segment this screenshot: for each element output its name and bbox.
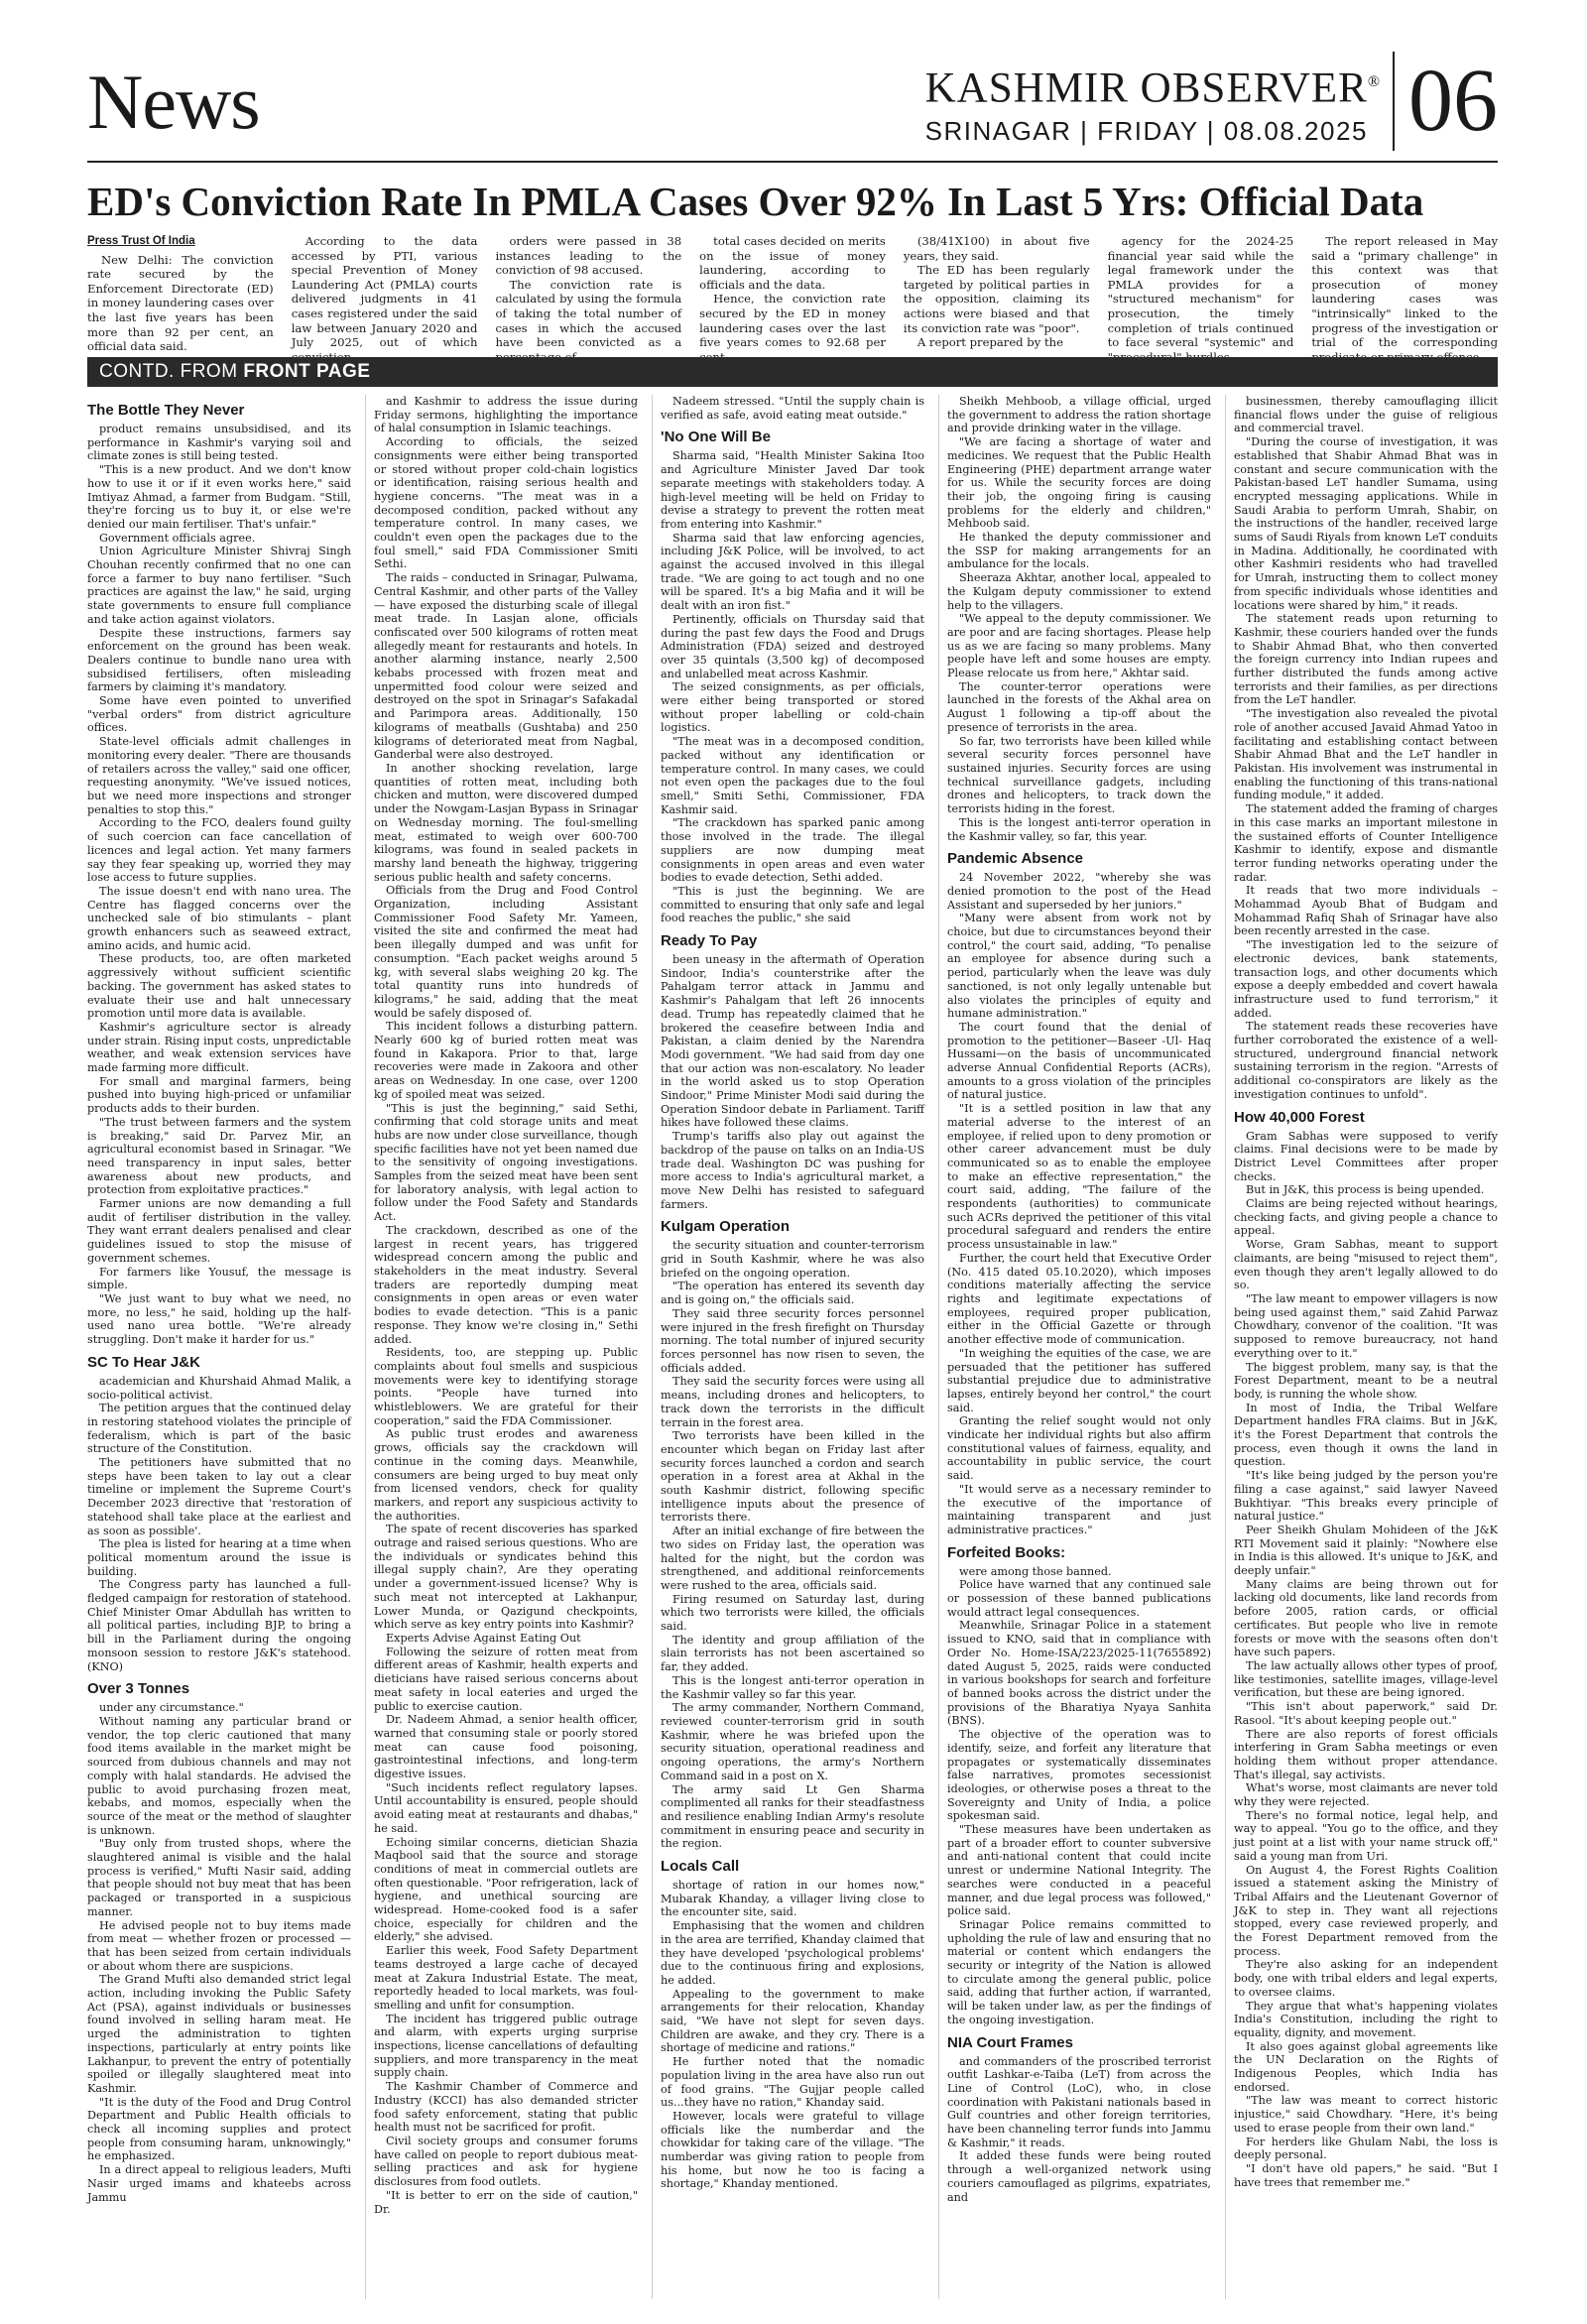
paragraph: Echoing similar concerns, dietician Shazia Maqbool said that the source and storage conditions of meat in commercial outlets are often questionable. "Poor refrigeration, lack of hygiene, and unethical sourcing are widespread. Home-cooked food is a safer choice, especially for children and the elderly," she advised.: [374, 1835, 638, 1944]
paragraph: This is the longest anti-terror operation in the Kashmir valley so far this year.: [661, 1673, 924, 1701]
paragraph: But in J&K, this process is being upended.: [1246, 1183, 1485, 1197]
paragraph: Appealing to the government to make arrangements for their relocation, Khanday said, "We have not slept for seven days. Children are awake, and they cry. There is a shortage of medicine and rations.": [661, 1987, 924, 2055]
masthead: [925, 58, 1381, 149]
paragraph: "In weighing the equities of the case, we are persuaded that the petitioner has suffered substantial prejudice due to administrative lapses, entirely beyond her control," the court said.: [947, 1346, 1211, 1414]
story-column: [87, 395, 351, 2299]
paragraph: "These measures have been undertaken as part of a broader effort to counter subversive and anti-national content that could incite unrest or undermine National Integrity. The searches were conducted in a peaceful manner, and due legal process was followed," police said.: [947, 1823, 1211, 1918]
lead-story-body: [87, 234, 1499, 354]
paragraph: "It would serve as a necessary reminder to the executive of the importance of maintaining transparent and just administrative practices.": [947, 1482, 1211, 1536]
paragraph: New Delhi: The conviction rate secured by the Enforcement Directorate (ED) in money laundering cases over the last five years has been more than 92 per cent, an official data said.: [87, 252, 274, 354]
masthead-name: KASHMIR OBSERVER: [924, 64, 1368, 112]
paragraph: "This is a new product. And we don't know how to use it or if it even works here," said Imtiyaz Ahmad, a farmer from Budgam. "Still, they're forcing us to buy it, or else we're denied our main fertiliser. That's unfair.": [87, 463, 351, 531]
paragraph: It reads that two more individuals – Mohammad Ayoub Bhat of Budgam and Mohammad Rafiq Shah of Srinagar have also been recently arrested in the case.: [1234, 884, 1498, 938]
section-title: News: [87, 59, 260, 145]
subhead: Pandemic Absence: [947, 850, 1083, 868]
subhead: 'No One Will Be: [661, 428, 771, 446]
paragraph: The statement reads upon returning to Kashmir, these couriers handed over the funds to Shabir Ahmad Bhat, who then converted the foreign currency into Indian rupees and further distributed the funds among active terrorists and their families, as per directions from the LeT handler.: [1234, 612, 1498, 707]
story-column: [1225, 395, 1498, 2299]
paragraph: "The crackdown has sparked panic among those involved in the trade. The illegal suppliers are now dumping meat consignments in open areas and even water bodies to evade detection, Sethi added.: [661, 816, 924, 885]
subhead: NIA Court Frames: [947, 2033, 1073, 2051]
paragraph: Hence, the conviction rate secured by the ED in money laundering cases over the last five years comes to 92.68 per: [699, 292, 886, 350]
paragraph: Claims are being rejected without hearings, checking facts, and giving people a chance to appeal.: [1234, 1197, 1498, 1238]
paragraph: "The investigation also revealed the pivotal role of another accused Javaid Ahmad Yatoo in facilitating and establishing contact between Shabir Ahmad Bhat and the LeT handler in Pakistan. His involvement was instrumental in enabling the functioning of this trans-national funding module," it added.: [1234, 707, 1498, 802]
paragraph: "We are facing a shortage of water and medicines. We request that the Public Health Engineering (PHE) department arrange water for us. While the security forces are doing their job, the ongoing firing is causing problems for the elderly and children," Mehboob said.: [947, 435, 1211, 531]
paragraph: The army commander, Northern Command, reviewed counter-terrorism grid in south Kashmir, where he was briefed upon the security situation, operational readiness and ongoing operations, the army's Northern Command said in a post on X.: [661, 1701, 924, 1782]
contd-bar: [87, 357, 1498, 387]
paragraph: under any circumstance.": [99, 1701, 244, 1715]
paragraph: These products, too, are often marketed aggressively without sufficient scientific backing. The government has asked states to evaluate their use and halt unnecessary promotion until more data is available.: [87, 952, 351, 1021]
paragraph: were among those banned.: [959, 1564, 1112, 1578]
paragraph: The spate of recent discoveries has sparked outrage and raised serious questions. Who are the individuals or syndicates behind this illegal supply chain?, Are they operating under a government-issued license? Why is such meat not intercepted at Lakhanpur, Lower Munda, or Qazigund checkpoints, which serve as key entry points into Kashmir?: [374, 1523, 638, 1632]
lead-headline: ED's Conviction Rate In PMLA Cases Over 92% In Last 5 Yrs: Official Data: [87, 179, 1424, 224]
paragraph: He advised people not to buy items made from meat — whether frozen or processed — that has been seized from certain individuals or about whom there are suspicions.: [87, 1918, 351, 1973]
paragraph: "The operation has entered its seventh day and is going on," the officials said.: [661, 1280, 924, 1307]
paragraph: So far, two terrorists have been killed while several security forces personnel have sustained injuries. Security forces are using technical surveillance gadgets, including drones and helicopters, to track down the terrorists hiding in the forest.: [947, 734, 1211, 816]
paragraph: the security situation and counter-terrorism grid in South Kashmir, where he was also briefed on the ongoing operation.: [661, 1239, 924, 1280]
paragraph: The crackdown, described as one of the largest in recent years, has triggered widespread concern among the public and stakeholders in the meat industry. Several traders are reportedly dumping meat consignments in open areas or even water bodies to evade detection. "This is a panic response. They know we're closing in," Sethi added.: [374, 1223, 638, 1346]
paragraph: Kashmir's agriculture sector is already under strain. Rising input costs, unpredictable weather, and weak extension services have made farming more difficult.: [87, 1020, 351, 1075]
paragraph: The raids – conducted in Srinagar, Pulwama, Central Kashmir, and other parts of the Valley — have exposed the disturbing scale of illegal meat trade. In Lasjan alone, officials confiscated over 500 kilograms of rotten meat allegedly meant for restaurants and hotels. In another alarming instance, nearly 2,500 kebabs processed with frozen meat and unpermitted food colour were seized and destroyed on the spot in Srinagar's Safakadal and Parimpora areas. Additionally, 150 kilograms of meatballs (Gushtaba) and 250 kilograms of deteriorated meat from Nagbal, Ganderbal were also destroyed.: [374, 571, 638, 762]
paragraph: They said the security forces were using all means, including drones and helicopters, to track down the terrorists in the difficult terrain in the forest area.: [661, 1375, 924, 1429]
paragraph: There's no formal notice, legal help, and way to appeal. "You go to the office, and they just point at a list with your name struck off," said a young man from Uri.: [1234, 1808, 1498, 1863]
paragraph: They argue that what's happening violates India's Constitution, including the right to equality, dignity, and movement.: [1234, 1999, 1498, 2039]
paragraph: The Kashmir Chamber of Commerce and Industry (KCCI) has also demanded stricter food safety enforcement, stating that public health must not be sacrificed for profit.: [374, 2080, 638, 2135]
paragraph: Emphasising that the women and children in the area are terrified, Khanday claimed that they have developed 'psychological problems' due to the continuous firing and explosions, he added.: [661, 1919, 924, 1987]
paragraph: "It is better to err on the side of caution," Dr.: [374, 2188, 638, 2216]
paragraph: academician and Khurshaid Ahmad Malik, a socio-political activist.: [87, 1374, 351, 1402]
paragraph: They're also asking for an independent body, one with tribal elders and legal experts, to oversee claims.: [1234, 1958, 1498, 1999]
paragraph: Gram Sabhas were supposed to verify claims. Final decisions were to be made by District Level Committees after proper checks.: [1234, 1129, 1498, 1183]
lead-column: [904, 234, 1090, 349]
paragraph: For farmers like Yousuf, the message is simple.: [87, 1265, 351, 1292]
paragraph: As public trust erodes and awareness grows, officials say the crackdown will continue in the coming days. Meanwhile, consumers are being urged to buy meat only from licensed vendors, check for quality markers, and report any suspicious activity to the authorities.: [374, 1427, 638, 1523]
paragraph: Civil society groups and consumer forums have called on people to report dubious meat-selling practices and ask for hygiene disclosures from food outlets.: [374, 2135, 638, 2189]
paragraph: In a direct appeal to religious leaders, Mufti Nasir urged imams and khateebs across Jammu: [87, 2163, 351, 2204]
paragraph: Many claims are being thrown out for lacking old documents, like land records from before 2005, ration cards, or official certificates. But people who live in remote forests or move with the seasons often don't have such papers.: [1234, 1577, 1498, 1659]
paragraph: Sharma said, "Health Minister Sakina Itoo and Agriculture Minister Javed Dar took separate meetings with stakeholders today. A high-level meeting will be held on Friday to devise a strategy to prevent the rotten meat from entering into Kashmir.": [661, 449, 924, 531]
paragraph: Peer Sheikh Ghulam Mohideen of the J&K RTI Movement said it plainly: "Nowhere else in India is this allowed. It's unique to J&K, and deeply unfair.": [1234, 1523, 1498, 1578]
paragraph: "It is a settled position in law that any material adverse to the interest of an employee, if relied upon to deny promotion or other career advancement must be duly communicated so as to enable the employee to make an effective representation," the court said, adding, "The failure of the respondents (authorities) to communicate such ACRs deprived the petitioner of this vital procedural safeguard and renders the entire process unsustainable in law.": [947, 1102, 1211, 1252]
paragraph: "It's like being judged by the person you're filing a case against," said lawyer Naveed Bukhtiyar. "This breaks every principle of natural justice.": [1234, 1469, 1498, 1524]
paragraph: The counter-terror operations were launched in the forests of the Akhal area on August 1 following a tip-off about the presence of terrorists in the area.: [947, 679, 1211, 734]
story-column: [365, 395, 638, 2299]
paragraph: Government officials agree.: [99, 531, 256, 545]
paragraph: A report prepared by the: [916, 335, 1063, 350]
paragraph: The court found that the denial of promotion to the petitioner—Baseer -Ul- Haq Hussami—on the basis of uncommunicated adverse Annual Confidential Reports (ACRs), amounts to a gross violation of the principles of natural justice.: [947, 1020, 1211, 1102]
paragraph: "The investigation led to the seizure of electronic devices, bank statements, transaction logs, and other documents which expose a deeply embedded and covert hawala infrastructure used to fund terrorism," it added.: [1234, 938, 1498, 1020]
paragraph: total cases decided on merits on the issue of money laundering, according to officials and the data.: [699, 234, 886, 292]
paragraph: In another shocking revelation, large quantities of rotten meat, including both chicken and mutton, were discovered dumped under the Nowgam-Lasjan Bypass in Srinagar on Wednesday morning. The foul-smelling meat, estimated to weigh over 600-700 kilograms, was found in sealed packets in marshy land beneath the highway, triggering serious public health and safety concerns.: [374, 761, 638, 884]
subhead: How 40,000 Forest: [1234, 1108, 1365, 1126]
masthead-title: [925, 58, 1381, 113]
paragraph: Union Agriculture Minister Shivraj Singh Chouhan recently confirmed that no one can force a farmer to buy nano fertiliser. "Such practices are against the law," he said, urging state governments to ensure full compliance and take action against violators.: [87, 545, 351, 626]
story-column: [938, 395, 1211, 2299]
paragraph: It also goes against global agreements like the UN Declaration on the Rights of Indigenous Peoples, which India has endorsed.: [1234, 2039, 1498, 2094]
paragraph: "Buy only from trusted shops, where the slaughtered animal is visible and the halal process is verified," Mufti Nasir said, adding that people should not buy meat that has been packaged or transported in a suspicious manner.: [87, 1837, 351, 1918]
paragraph: businessmen, thereby camouflaging illicit financial flows under the guise of religious and commercial travel.: [1234, 395, 1498, 435]
page-number: 06: [1393, 52, 1498, 151]
subhead: SC To Hear J&K: [87, 1353, 200, 1371]
paragraph: There are also reports of forest officials interfering in Gram Sabha meetings or even holding them without proper attendance. That's illegal, say activists.: [1234, 1727, 1498, 1781]
paragraph: Officials from the Drug and Food Control Organization, including Assistant Commissioner Food Safety Mr. Yameen, visited the site and confirmed the meat had been illegally dumped and was unfit for consumption. "Each packet weighs around 5 kg, with several slabs weighing 20 kg. The total quantity runs into hundreds of kilograms," he said, adding that the meat would be safely disposed of.: [374, 884, 638, 1020]
paragraph: Nadeem stressed. "Until the supply chain is verified as safe, avoid eating meat outside.": [661, 395, 924, 422]
paragraph: "This isn't about paperwork," said Dr. Rasool. "It's about keeping people out.": [1234, 1700, 1498, 1727]
paragraph: He further noted that the nomadic population living in the area have also run out of food grains. "The Gujjar people called us...they have no ration," Khanday said.: [661, 2055, 924, 2110]
paragraph: Sheeraza Akhtar, another local, appealed to the Kulgam deputy commissioner to extend help to the villagers.: [947, 571, 1211, 612]
paragraph: Despite these instructions, farmers say enforcement on the ground has been weak. Dealers continue to bundle nano urea with subsidised fertilisers, often misleading farmers by claiming it's mandatory.: [87, 626, 351, 694]
byline: Press Trust Of India: [87, 235, 195, 247]
lead-column: [292, 234, 478, 349]
contd-prefix: CONTD. FROM: [99, 361, 238, 382]
story-column: [652, 395, 924, 2299]
paragraph: He thanked the deputy commissioner and the SSP for making arrangements for an ambulance for the locals.: [947, 531, 1211, 571]
paragraph: In most of India, the Tribal Welfare Department handles FRA claims. But in J&K, it's the Forest Department that controls the process, even though it owns the land in question.: [1234, 1401, 1498, 1469]
paragraph: Firing resumed on Saturday last, during which two terrorists were killed, the officials said.: [661, 1592, 924, 1634]
paragraph: The ED has been regularly targeted by political parties in the opposition, claiming its actions were biased and that its conviction rate was "poor".: [903, 263, 1090, 335]
paragraph: "During the course of investigation, it was established that Shabir Ahmad Bhat was in constant and secure communication with the Pakistan-based LeT handler Sumama, using encrypted messaging applications. While in Saudi Arabia to perform Umrah, Shabir, on the instructions of the handler, received large sums of Saudi Riyals from known LeT conduits in Madina. Additionally, he coordinated with other Kashmiri residents who had travelled for Umrah, instructing them to collect money from specific individuals whose identities and locations were shared by him," it reads.: [1234, 435, 1498, 612]
paragraph: Residents, too, are stepping up. Public complaints about foul smells and suspicious movements were key to identifying storage points. "People have turned into whistleblowers. We are grateful for their cooperation," said the FDA Commissioner.: [374, 1346, 638, 1427]
subhead: Over 3 Tonnes: [87, 1680, 190, 1698]
paragraph: orders were passed in 38 instances leading to the conviction of 98 accused.: [495, 234, 682, 278]
paragraph: Earlier this week, Food Safety Department teams destroyed a large cache of decayed meat at Zakura Industrial Estate. The meat, reportedly headed to local markets, was foul-smelling and unfit for consumption.: [374, 1944, 638, 2012]
page-header: [87, 52, 1498, 163]
paragraph: 24 November 2022, "whereby she was denied promotion to the post of the Head Assistant and superseded by her juniors.": [947, 871, 1211, 912]
paragraph: Meanwhile, Srinagar Police in a statement issued to KNO, said that in compliance with Order No. Home-ISA/223/2025-11(7655892) dated August 5, 2025, raids were conducted in various bookshops for search and forfeiture of banned books across the district under the provisions of the Bharatiya Nyaya Sanhita (BNS).: [947, 1619, 1211, 1728]
paragraph: Experts Advise Against Eating Out: [386, 1631, 581, 1645]
paragraph: agency for the 2024-25 financial year said while the legal framework under the PMLA provides for a "structured mechanism" for prosecution, the timely completion of trials continued to face several "systemic" and: [1107, 234, 1294, 350]
paragraph: Farmer unions are now demanding a full audit of fertiliser distribution in the valley. They want errant dealers penalised and clear guidelines issued to stop the misuse of government schemes.: [87, 1197, 351, 1265]
contd-emphasis: FRONT PAGE: [243, 361, 371, 382]
paragraph: However, locals were grateful to village officials like the numberdar and the chowkidar for taking care of the village. "The numberdar was giving ration to people from his home, but now he too is facing a shortage," Khanday mentioned.: [661, 2109, 924, 2191]
paragraph: The issue doesn't end with nano urea. The Centre has flagged concerns over the unchecked sale of bio stimulants – plant growth enhancers such as seaweed extract, amino acids, and humic acid.: [87, 884, 351, 952]
paragraph: The incident has triggered public outrage and alarm, with experts urging surprise inspections, license cancellations of defaulting suppliers, and more transparency in the meat supply chain.: [374, 2012, 638, 2080]
paragraph: This incident follows a disturbing pattern. Nearly 600 kg of buried rotten meat was found in Kakapora. Prior to that, large recoveries were made in Zakoora and other areas on Wednesday. In one case, over 1200 kg of spoiled meat was seized.: [374, 1020, 638, 1101]
paragraph: The petition argues that the continued delay in restoring statehood violates the principle of federalism, which is part of the basic structure of the Constitution.: [87, 1402, 351, 1456]
paragraph: Pertinently, officials on Thursday said that during the past few days the Food and Drugs Administration (FDA) seized and destroyed over 35 quintals (3,500 kg) of decomposed and unlabelled meat across Kashmir.: [661, 612, 924, 680]
lead-column: [699, 234, 886, 349]
paragraph: Granting the relief sought would not only vindicate her individual rights but also affirm constitutional values of fairness, equality, and accountability in public service, the court said.: [947, 1414, 1211, 1483]
paragraph: Following the seizure of rotten meat from different areas of Kashmir, health experts and dieticians have raised serious concerns about meat safety in local eateries and urged the public to exercise caution.: [374, 1645, 638, 1713]
subhead: Locals Call: [661, 1858, 740, 1876]
paragraph: Sharma said that law enforcing agencies, including J&K Police, will be involved, to act against the accused involved in this illegal trade. "We are going to act tough and no one will be spared. It's a big Mafia and it will be dealt with an iron fist.": [661, 531, 924, 613]
lead-column: [1108, 234, 1294, 349]
paragraph: Further, the court held that Executive Order (No. 415 dated 05.10.2020), which imposes conditions materially affecting the service rights and legitimate expectations of employees, required proper publication, either in the Official Gazette or through another effective mode of communication.: [947, 1251, 1211, 1347]
continued-stories: [87, 395, 1498, 2299]
lead-column: [495, 234, 681, 349]
paragraph: "This is just the beginning," said Sethi, confirming that cold storage units and meat hubs are now under close surveillance, though specific facilities have not yet been named due to the sensitivity of ongoing investigations. Samples from the seized meat have been sent for laboratory analysis, with legal action to follow under the Food Safety and Standards Act.: [374, 1101, 638, 1224]
paragraph: The identity and group affiliation of the slain terrorists has not been ascertained so far, they added.: [661, 1633, 924, 1674]
paragraph: The conviction rate is calculated by using the formula of taking the total number of cases in which the accused have been convicted as a: [495, 277, 682, 350]
paragraph: For herders like Ghulam Nabi, the loss is deeply personal.: [1234, 2135, 1498, 2162]
paragraph: The seized consignments, as per officials, were either being transported or stored without proper labelling or cold-chain logistics.: [661, 680, 924, 735]
paragraph: "It is the duty of the Food and Drug Control Department and Public Health officials to check all incoming supplies and protect people from consuming haram, unknowingly," he emphasized.: [87, 2095, 351, 2163]
paragraph: "We appeal to the deputy commissioner. We are poor and are facing shortages. Please help us as we are facing so many problems. Many people have left and some houses are empty. Please relocate us from here," Akhtar said.: [947, 612, 1211, 680]
paragraph: The biggest problem, many say, is that the Forest Department, meant to be a neutral body, is running the whole show.: [1234, 1360, 1498, 1401]
paragraph: and Kashmir to address the issue during Friday sermons, highlighting the importance of halal consumption in Islamic teachings.: [374, 395, 638, 435]
paragraph: According to the FCO, dealers found guilty of such coercion can face cancellation of licences and legal action. Yet many farmers say they fear speaking up, worried they may lose access to future supplies.: [87, 816, 351, 885]
paragraph: They said three security forces personnel were injured in the fresh firefight on Thursday morning. The total number of injured security forces personnel has now risen to seven, the officials added.: [661, 1306, 924, 1375]
registered-mark: ®: [1367, 73, 1381, 90]
paragraph: The petitioners have submitted that no steps have been taken to lay out a clear timeline or implement the Supreme Court's December 2023 directive that 'restoration of statehood shall take place at the earliest and as soon as possible'.: [87, 1456, 351, 1537]
contd-label: [87, 361, 370, 383]
paragraph: "The trust between farmers and the system is breaking," said Dr. Parvez Mir, an agricultural economist based in Srinagar. "We need transparency in input sales, better awareness about new products, and protection from exploitative practices.": [87, 1115, 351, 1197]
paragraph: It added these funds were being routed through a well-organized network using couriers camouflaged as pilgrims, expatriates, and: [947, 2149, 1211, 2204]
paragraph: The plea is listed for hearing at a time when political momentum around the issue is building.: [87, 1537, 351, 1578]
paragraph: The statement added the framing of charges in this case marks an important milestone in the sustained efforts of Counter Intelligence Kashmir to identify, expose and dismantle terror funding networks operating under the radar.: [1234, 802, 1498, 884]
paragraph: "Such incidents reflect regulatory lapses. Until accountability is ensured, people should avoid eating meat at restaurants and dhabas," he said.: [374, 1780, 638, 1835]
paragraph: The report released in May said a "primary challenge" in this context was that prosecution of money laundering cases was "intrinsically" linked to the progress of the investigation or trial of the corresponding: [1311, 234, 1499, 350]
subhead: Forfeited Books:: [947, 1543, 1066, 1561]
paragraph: On August 4, the Forest Rights Coalition issued a statement asking the Ministry of Tribal Affairs and the Lieutenant Governor of J&K to step in. They want all rejections stopped, every case reviewed properly, and the Forest Department removed from the process.: [1234, 1863, 1498, 1958]
paragraph: The Congress party has launched a full-fledged campaign for restoration of statehood. Chief Minister Omar Abdullah has written to all political parties, including BJP, to bring a bill in the Parliament during the ongoing monsoon session to restore J&K's statehood. (KNO): [87, 1578, 351, 1673]
paragraph: After an initial exchange of fire between the two sides on Friday last, the operation was halted for the night, but the cordon was strengthened, and additional reinforcements were rushed to the area, officials said.: [661, 1525, 924, 1592]
paragraph: State-level officials admit challenges in monitoring every dealer. "There are thousands of retailers across the valley," said one officer, requesting anonymity. "We've issued notices, but we need more inspections and stronger penalties to stop this.": [87, 735, 351, 816]
paragraph: The Grand Mufti also demanded strict legal action, including invoking the Public Safety Act (PSA), against individuals or businesses found involved in selling haram meat. He urged the administration to tighten inspections, particularly at entry points like Lakhanpur, to prevent the entry of potentially spoiled or illegally slaughtered meat into Kashmir.: [87, 1973, 351, 2095]
paragraph: Police have warned that any continued sale or possession of these banned publications would attract legal consequences.: [947, 1578, 1211, 1619]
paragraph: (38/41X100) in about five years, they said.: [903, 234, 1090, 263]
paragraph: Trump's tariffs also play out against the backdrop of the pause on talks on an India-US trade deal. Washington DC was pushing for more access to India's agricultural market, a move New Delhi has resisted to safeguard farmers.: [661, 1130, 924, 1211]
paragraph: "The meat was in a decomposed condition, packed without any identification or temperature control. In many cases, we could not even open the packages due to the foul smell," Smiti Sethi, Commissioner, FDA Kashmir said.: [661, 735, 924, 816]
paragraph: Sheikh Mehboob, a village official, urged the government to address the ration shortage and provide drinking water in the village.: [947, 395, 1211, 435]
paragraph: Dr. Nadeem Ahmad, a senior health officer, warned that consuming stale or poorly stored meat can cause food poisoning, gastrointestinal infections, and long-term digestive issues.: [374, 1713, 638, 1781]
paragraph: "Many were absent from work not by choice, but due to circumstances beyond their control," the court said, adding, "To penalise an employee for absence during such a period, particularly when the leave was duly sanctioned, is not only legally untenable but also violates the principles of equity and humane administration.": [947, 912, 1211, 1021]
paragraph: The law actually allows other types of proof, like testimonies, satellite images, village-level verification, but these are being ignored.: [1234, 1658, 1498, 1700]
subhead: Kulgam Operation: [661, 1218, 791, 1236]
subhead: Ready To Pay: [661, 932, 758, 950]
paragraph: For small and marginal farmers, being pushed into buying high-priced or unfamiliar products adds to their burden.: [87, 1074, 351, 1116]
paragraph: "I don't have old papers," he said. "But I have trees that remember me.": [1234, 2162, 1498, 2189]
paragraph: "The law meant to empower villagers is now being used against them," said Zahid Parwaz Chowdhary, convenor of the coalition. "It was supposed to remove bureaucracy, not hand everything over to it.": [1234, 1292, 1498, 1360]
paragraph: Two terrorists have been killed in the encounter which began on Friday last after security forces launched a cordon and search operation in a forest area at Akhal in the south Kashmir district, following specific intelligence inputs about the presence of terrorists there.: [661, 1429, 924, 1525]
paragraph: Some have even pointed to unverified "verbal orders" from district agriculture offices.: [87, 694, 351, 735]
paragraph: This is the longest anti-terror operation in the Kashmir valley, so far, this year.: [947, 815, 1211, 843]
paragraph: According to officials, the seized consignments were either being transported or stored without proper cold-chain logistics or identification, raising serious health and hygiene concerns. "The meat was in a decomposed condition, packed without any temperature control. In many cases, we couldn't even open the packages due to the foul smell," said FDA Commissioner Smiti Sethi.: [374, 435, 638, 571]
lead-column: [87, 234, 274, 354]
paragraph: "We just want to buy what we need, no more, no less," he said, holding up the half-used nano urea bottle. "We're already struggling. Don't make it harder for us.": [87, 1292, 351, 1347]
paragraph: product remains unsubsidised, and its performance in Kashmir's varying soil and climate zones is still being tested.: [87, 423, 351, 463]
paragraph: What's worse, most claimants are never told why they were rejected.: [1234, 1781, 1498, 1809]
dateline: SRINAGAR | FRIDAY | 08.08.2025: [924, 116, 1368, 147]
paragraph: shortage of ration in our homes now," Mubarak Khanday, a villager living close to the encounter site, said.: [661, 1879, 924, 1919]
paragraph: The army said Lt Gen Sharma complimented all ranks for their steadfastness and resilience enabling Indian Army's resolute commitment in ensuring peace and security in the region.: [661, 1782, 924, 1851]
paragraph: "This is just the beginning. We are committed to ensuring that only safe and legal food reaches the public," she said: [661, 884, 924, 925]
paragraph: Worse, Gram Sabhas, meant to support claimants, are being "misused to reject them", even though they aren't legally allowed to do so.: [1234, 1238, 1498, 1292]
paragraph: Srinagar Police remains committed to upholding the rule of law and ensuring that no material or content which endangers the security or integrity of the Nation is allowed to circulate among the general public, police said, adding that further action, if warranted, will be taken under law, as per the findings of the ongoing investigation.: [947, 1917, 1211, 2026]
lead-column: [1311, 234, 1498, 349]
paragraph: been uneasy in the aftermath of Operation Sindoor, India's counterstrike after the Pahalgam terror attack in Jammu and Kashmir's Pahalgam that left 26 innocents dead. Trump has repeatedly claimed that he brokered the ceasefire between India and Pakistan, a claim denied by the Narendra Modi government. "We had said from day one that our action was non-escalatory. No leader in the world asked us to stop Operation Sindoor," Prime Minister Modi said during the Operation Sindoor debate in Parliament. Tariff hikes have followed these claims.: [661, 953, 924, 1130]
paragraph: The statement reads these recoveries have further corroborated the existence of a well-structured, underground financial network sustaining terrorism in the region. "Arrests of additional co-conspirators are likely as the investigation continues to unfold".: [1234, 1020, 1498, 1101]
subhead: The Bottle They Never: [87, 402, 245, 419]
paragraph: Without naming any particular brand or vendor, the top cleric cautioned that many food items available in the market might be sourced from dubious channels and may not comply with halal standards. He advised the public to avoid purchasing frozen meat, kebabs, and momos, especially when the source of the meat or the method of slaughter is unknown.: [87, 1714, 351, 1837]
paragraph: According to the data accessed by PTI, various special Prevention of Money Laundering Act (PMLA) courts delivered judgments in 41 cases registered under the said law between January 2020 and July 2025, out of which: [291, 234, 478, 350]
paragraph: The objective of the operation was to identify, seize, and forfeit any literature that propagates or systematically disseminates false narratives, promotes secessionist ideologies, or otherwise poses a threat to the Sovereignty and Unity of India, a police spokesman said.: [947, 1728, 1211, 1823]
paragraph: "The law was meant to correct historic injustice," said Chowdhary. "Here, it's being used to erase people from their own land.": [1234, 2094, 1498, 2135]
paragraph: and commanders of the proscribed terrorist outfit Lashkar-e-Taiba (LeT) from across the Line of Control (LoC), who, in close coordination with Pakistani nationals based in Gulf countries and other foreign territories, have been channeling terror funds into Jammu & Kashmir," it reads.: [947, 2054, 1211, 2149]
